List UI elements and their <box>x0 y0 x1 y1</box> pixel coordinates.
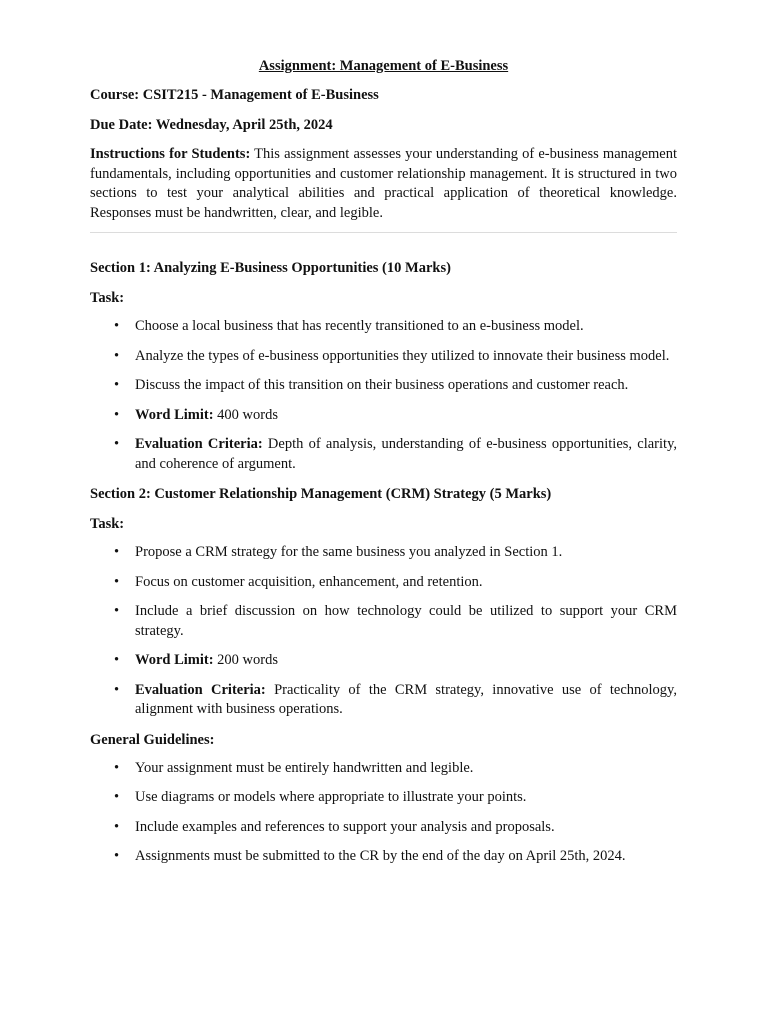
bullet-icon: • <box>114 436 120 452</box>
section-2-heading: Section 2: Customer Relationship Management (CRM) Strategy (5 Marks) <box>90 486 552 502</box>
instructions-label: Instructions for Students: <box>90 146 251 162</box>
bullet-icon: • <box>114 681 120 698</box>
list-item <box>90 543 677 563</box>
instructions-paragraph <box>90 145 677 223</box>
item-text: Depth of analysis, understanding of e-business opportunities, clarity, and coherence of argument. <box>135 436 678 472</box>
item-text: Discuss the impact of this transition on their business operations and customer reach. <box>135 377 629 393</box>
item-text: Propose a CRM strategy for the same business you analyzed in Section 1. <box>135 544 563 560</box>
list-item <box>90 406 677 426</box>
list-item <box>90 435 677 474</box>
section-2-task-list <box>90 543 677 720</box>
guidelines-list <box>90 759 677 867</box>
bullet-icon: • <box>114 406 120 423</box>
item-text: Analyze the types of e-business opportunities they utilized to innovate their business model. <box>135 347 670 364</box>
guidelines-heading: General Guidelines: <box>90 731 215 748</box>
item-text: Use diagrams or models where appropriate to illustrate your points. <box>135 789 527 805</box>
item-label: Evaluation Criteria: <box>135 681 266 698</box>
item-label: Evaluation Criteria: <box>135 436 263 452</box>
assignment-document <box>90 56 677 877</box>
list-item <box>90 602 677 641</box>
item-text: Include a brief discussion on how technology could be utilized to support your CRM strategy. <box>135 603 677 639</box>
list-item <box>90 847 677 867</box>
due-date-line: Due Date: Wednesday, April 25th, 2024 <box>90 117 333 133</box>
item-text: Include examples and references to support your analysis and proposals. <box>135 818 555 835</box>
item-text: Choose a local business that has recently transitioned to an e-business model. <box>135 318 584 334</box>
bullet-icon: • <box>114 818 120 835</box>
item-text: Assignments must be submitted to the CR by the end of the day on April 25th, 2024. <box>135 848 626 864</box>
item-label: Word Limit: <box>135 406 214 423</box>
list-item <box>90 788 677 808</box>
item-text: Your assignment must be entirely handwritten and legible. <box>135 759 474 776</box>
bullet-icon: • <box>114 652 120 668</box>
course-line: Course: CSIT215 - Management of E-Business <box>90 87 379 103</box>
item-text: Practicality of the CRM strategy, innovative use of technology, alignment with business operations. <box>135 681 677 717</box>
section-1-task-label: Task: <box>90 290 125 306</box>
list-item <box>90 681 677 720</box>
list-item <box>90 317 677 337</box>
bullet-icon: • <box>114 544 120 560</box>
item-text: 200 words <box>213 652 278 668</box>
list-item <box>90 573 677 593</box>
divider <box>90 232 677 233</box>
bullet-icon: • <box>114 318 120 334</box>
section-2-task-label: Task: <box>90 516 125 532</box>
document-title: Assignment: Management of E-Business <box>258 58 509 74</box>
bullet-icon: • <box>114 789 120 805</box>
bullet-icon: • <box>114 759 120 776</box>
section-1-task-list <box>90 317 677 474</box>
item-text: Focus on customer acquisition, enhancement, and retention. <box>135 573 483 590</box>
list-item <box>90 347 677 367</box>
list-item <box>90 651 677 671</box>
bullet-icon: • <box>114 573 120 590</box>
item-text: 400 words <box>213 406 278 423</box>
bullet-icon: • <box>114 377 120 393</box>
list-item <box>90 376 677 396</box>
bullet-icon: • <box>114 603 120 619</box>
section-1-heading: Section 1: Analyzing E-Business Opportunities (10 Marks) <box>90 260 451 276</box>
list-item <box>90 818 677 838</box>
item-label: Word Limit: <box>135 652 214 668</box>
bullet-icon: • <box>114 347 120 364</box>
bullet-icon: • <box>114 848 120 864</box>
instructions-text: This assignment assesses your understanding of e-business management fundamentals, including opportunities and customer relationship management. It is structured in two sections to test your analytical abilities and practical application of theoretical knowledge. Responses must be handwritten, clear, and legible. <box>90 146 677 221</box>
list-item <box>90 759 677 779</box>
